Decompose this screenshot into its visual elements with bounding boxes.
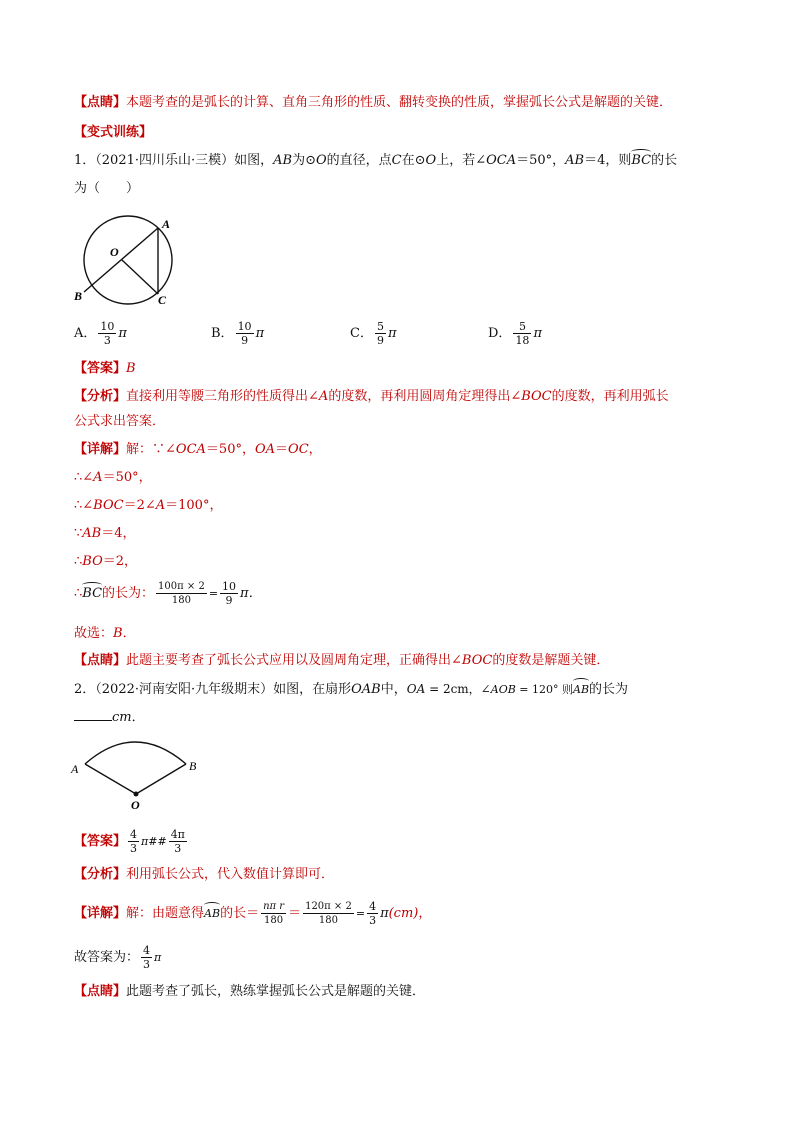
- q1-note: 【点睛】此题主要考查了弧长公式应用以及圆周角定理，正确得出∠BOC的度数是解题关键．: [74, 653, 610, 668]
- q2-sector-figure: [70, 732, 210, 812]
- option-b[interactable]: B． $\frac{10}{9}$ π: [211, 320, 265, 347]
- q1-analysis: 【分析】直接利用等腰三角形的性质得出∠A的度数，再利用圆周角定理得出∠BOC的度数，再利用弧长: [74, 389, 669, 404]
- q2-detail: 【详解】解：由题意得AB的长＝ $\frac{\text{nπ r}}{180}$ ＝ $\frac{120\pi \times 2}{180}$ = $\frac{4}{3}$ π(cm)，: [74, 900, 432, 927]
- label-b: B: [74, 289, 83, 303]
- arc-bc: BC: [631, 153, 652, 168]
- q1-step4: ∵AB＝4，: [74, 526, 136, 541]
- q1-answer: 【答案】B: [74, 361, 136, 376]
- q2-stem: 2．（2022·河南安阳·九年级期末）如图，在扇形OAB中，OA = 2cm，∠AOB = 120° 则AB的长为: [74, 682, 629, 697]
- label-o: O: [110, 245, 119, 259]
- option-d[interactable]: D． $\frac{5}{18}$ π: [488, 320, 542, 347]
- label-a: A: [71, 762, 79, 776]
- option-c[interactable]: C． $\frac{5}{9}$ π: [350, 320, 397, 347]
- q1-stem-line2: 为（ ）: [74, 181, 140, 196]
- note-text: 本题考查的是弧长的计算、直角三角形的性质、翻转变换的性质，掌握弧长公式是解题的关键．: [126, 95, 673, 110]
- label-o: O: [131, 798, 140, 812]
- q1-options: [74, 320, 674, 350]
- label-c: C: [158, 293, 167, 307]
- q1-step5: ∴BO＝2，: [74, 554, 138, 569]
- variant-label: 【变式训练】: [74, 125, 153, 140]
- q2-final: 故答案为： $\frac{4}{3}$ π: [74, 944, 162, 971]
- label-b: B: [189, 759, 197, 773]
- label-a: A: [162, 217, 171, 231]
- answer-blank[interactable]: [74, 708, 112, 721]
- q2-note: 【点睛】此题考查了弧长，熟练掌握弧长公式是解题的关键．: [74, 984, 426, 999]
- option-a[interactable]: A． $\frac{10}{3}$ π: [74, 320, 127, 347]
- q1-choose: 故选：B．: [74, 626, 136, 641]
- note-label: 【点睛】: [74, 95, 127, 110]
- q2-analysis: 【分析】利用弧长公式，代入数值计算即可．: [74, 867, 335, 882]
- q1-stem: 1．（2021·四川乐山·三模）如图，AB为⊙O的直径，点C在⊙O上，若∠OCA＝50°，AB＝4，则BC的长: [74, 153, 678, 168]
- prev-note: [74, 94, 672, 112]
- q1-step2: ∴∠A＝50°，: [74, 470, 152, 485]
- q1-analysis-line2: 公式求出答案．: [74, 414, 166, 429]
- variant-heading: [74, 124, 152, 142]
- q1-detail: 【详解】解：∵∠OCA＝50°，OA＝OC，: [74, 442, 322, 457]
- q1-step6: ∴BC的长为： $\frac{100\pi \times 2}{180}$ = $\frac{10}{9}$ π．: [74, 580, 262, 607]
- q2-answer: 【答案】 $\frac{4}{3}$ π## $\frac{4\pi}{3}$: [74, 828, 185, 855]
- q1-step3: ∴∠BOC＝2∠A＝100°，: [74, 498, 223, 513]
- q2-stem-line2: cm．: [74, 708, 145, 727]
- q1-circle-figure: [72, 210, 182, 310]
